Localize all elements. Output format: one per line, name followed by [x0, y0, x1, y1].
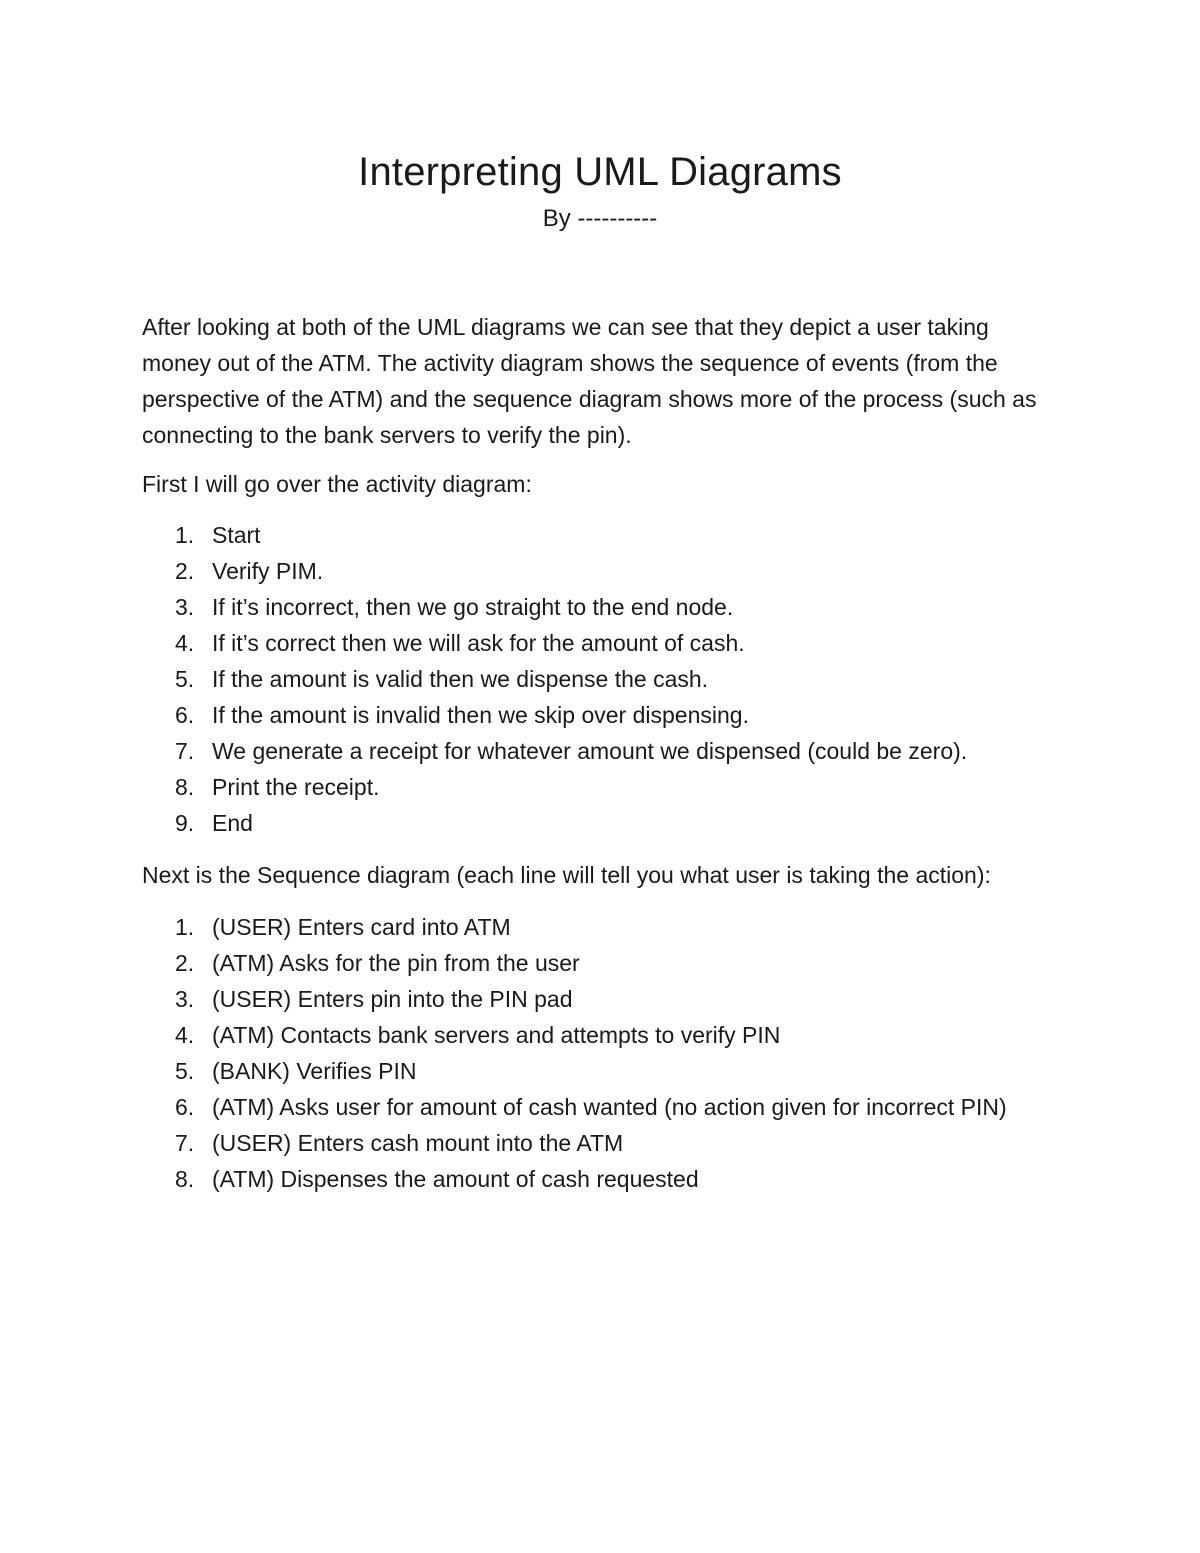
list-item [142, 1089, 1042, 1125]
list-number: 8. [175, 774, 195, 800]
list-item-text: If it’s correct then we will ask for the amount of cash. [212, 630, 745, 656]
list-item [142, 589, 1042, 625]
document-title: Interpreting UML Diagrams [358, 150, 842, 194]
list-number: 5. [175, 666, 195, 692]
list-number: 2. [175, 950, 195, 976]
list-item-text: (ATM) Dispenses the amount of cash requested [212, 1166, 699, 1192]
list-item-text: We generate a receipt for whatever amount we dispensed (could be zero). [212, 738, 968, 764]
sequence-steps-list [142, 909, 1042, 1197]
list-item [142, 805, 1042, 841]
list-number: 7. [175, 1130, 195, 1156]
list-item-text: (USER) Enters pin into the PIN pad [212, 986, 573, 1012]
list-number: 2. [175, 558, 195, 584]
list-item-text: (ATM) Asks for the pin from the user [212, 950, 580, 976]
list-item-text: If the amount is valid then we dispense the cash. [212, 666, 709, 692]
list-number: 1. [175, 522, 195, 548]
list-number: 1. [175, 914, 195, 940]
list-item-text: End [212, 810, 253, 836]
list-item-text: (USER) Enters cash mount into the ATM [212, 1130, 624, 1156]
list-number: 3. [175, 594, 195, 620]
document-body [142, 309, 1042, 1213]
list-item [142, 733, 1042, 769]
list-item-text: If it’s incorrect, then we go straight to the end node. [212, 594, 734, 620]
list-item [142, 517, 1042, 553]
list-number: 6. [175, 1094, 195, 1120]
list-number: 3. [175, 986, 195, 1012]
list-number: 5. [175, 1058, 195, 1084]
list-item-text: If the amount is invalid then we skip over dispensing. [212, 702, 749, 728]
list-item-text: Start [212, 522, 261, 548]
intro-paragraph: After looking at both of the UML diagrams we can see that they depict a user taking money out of the ATM. The activity diagram shows the sequence of events (from the perspective of the ATM) and the sequence diagram shows more of the process (such as connecting to the bank servers to verify the pin). [142, 314, 1037, 448]
list-item-text: Print the receipt. [212, 774, 380, 800]
list-item [142, 661, 1042, 697]
list-number: 4. [175, 1022, 195, 1048]
list-item [142, 945, 1042, 981]
document-byline: By ---------- [542, 205, 658, 232]
list-item-text: (ATM) Contacts bank servers and attempts to verify PIN [212, 1022, 781, 1048]
list-item [142, 625, 1042, 661]
activity-steps-list [142, 517, 1042, 841]
list-number: 8. [175, 1166, 195, 1192]
list-item-text: (USER) Enters card into ATM [212, 914, 511, 940]
list-item-text: Verify PIM. [212, 558, 324, 584]
sequence-heading: Next is the Sequence diagram (each line will tell you what user is taking the action): [142, 862, 991, 888]
list-item [142, 909, 1042, 945]
list-item [142, 1053, 1042, 1089]
list-item-text: (ATM) Asks user for amount of cash wanted (no action given for incorrect PIN) [212, 1094, 1007, 1120]
list-item [142, 981, 1042, 1017]
list-item [142, 769, 1042, 805]
list-item [142, 553, 1042, 589]
list-number: 9. [175, 810, 195, 836]
list-item-text: (BANK) Verifies PIN [212, 1058, 417, 1084]
list-number: 6. [175, 702, 195, 728]
list-number: 7. [175, 738, 195, 764]
list-item [142, 1125, 1042, 1161]
activity-heading: First I will go over the activity diagram: [142, 471, 532, 497]
list-item [142, 1161, 1042, 1197]
list-item [142, 1017, 1042, 1053]
list-item [142, 697, 1042, 733]
list-number: 4. [175, 630, 195, 656]
